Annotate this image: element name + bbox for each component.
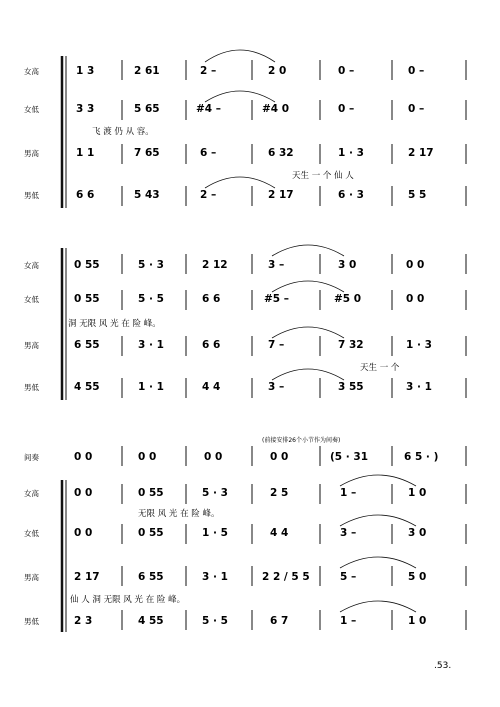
- note-group: 1 3: [76, 65, 95, 77]
- note-group: 6 6: [202, 293, 221, 305]
- note-group: 5 –: [340, 571, 357, 583]
- note-group: 1 · 3: [338, 147, 364, 159]
- note-group: 0 0: [74, 487, 93, 499]
- part-label-alto: 女低: [24, 105, 39, 114]
- note-group: 1 –: [340, 487, 357, 499]
- note-group: 5 · 5: [202, 615, 228, 627]
- part-label-interlude: 间奏: [24, 453, 39, 462]
- note-group: 3 –: [268, 259, 285, 271]
- note-group: 1 · 1: [138, 381, 164, 393]
- system-2: [24, 245, 466, 400]
- note-group: 0 –: [338, 65, 355, 77]
- note-group: 0 55: [138, 487, 164, 499]
- lyric-line: 洞 无限 风 光 在 险 峰。: [68, 319, 161, 329]
- note-group: 1 · 5: [202, 527, 228, 539]
- note-group: 0 0: [74, 451, 93, 463]
- part-label-tenor: 男高: [24, 341, 39, 350]
- lyric-line: 飞 渡 仍 从 容。: [92, 127, 154, 137]
- part-label-tenor: 男高: [24, 573, 39, 582]
- note-group: 2 12: [202, 259, 228, 271]
- note-group: 6 · 3: [338, 189, 364, 201]
- note-group: 3 · 1: [202, 571, 228, 583]
- note-group: 2 –: [200, 65, 217, 77]
- note-group: 5 0: [408, 571, 427, 583]
- note-group: 1 –: [340, 615, 357, 627]
- note-group: 2 17: [408, 147, 434, 159]
- note-group: 0 55: [138, 527, 164, 539]
- note-group: 4 4: [270, 527, 289, 539]
- note-group: 4 4: [202, 381, 221, 393]
- note-group: 0 0: [270, 451, 289, 463]
- note-group: 7 32: [338, 339, 364, 351]
- note-group: 6 6: [76, 189, 95, 201]
- note-group: 0 –: [408, 65, 425, 77]
- note-group: 0 0: [74, 527, 93, 539]
- note-group: 6 –: [200, 147, 217, 159]
- note-group: 5 · 3: [202, 487, 228, 499]
- note-group: 3 –: [268, 381, 285, 393]
- note-group: 1 0: [408, 487, 427, 499]
- note-group: 6 5 · ): [404, 451, 439, 463]
- note-group: 5 · 3: [138, 259, 164, 271]
- note-group: 1 0: [408, 615, 427, 627]
- interlude-note: (前接安排26个小节作为间奏): [262, 437, 341, 444]
- note-group: 1 1: [76, 147, 95, 159]
- note-group: #5 –: [264, 293, 290, 305]
- part-label-bass: 男低: [24, 191, 39, 200]
- note-group: 2 2 / 5 5: [262, 571, 310, 583]
- note-group: 2 3: [74, 615, 93, 627]
- note-group: 0 0: [204, 451, 223, 463]
- note-group: #4 0: [262, 103, 290, 115]
- note-group: 3 0: [338, 259, 357, 271]
- note-group: 2 5: [270, 487, 289, 499]
- part-label-bass: 男低: [24, 617, 39, 626]
- note-group: 0 –: [408, 103, 425, 115]
- note-group: 3 3: [76, 103, 95, 115]
- part-label-soprano: 女高: [24, 489, 39, 498]
- note-group: (5 · 31: [330, 451, 369, 463]
- page-number: .53.: [434, 661, 452, 671]
- system-1: [24, 50, 466, 208]
- note-group: 0 0: [138, 451, 157, 463]
- note-group: 6 55: [138, 571, 164, 583]
- note-group: 3 –: [340, 527, 357, 539]
- lyric-line: 无限 风 光 在 险 峰。: [138, 509, 220, 519]
- lyric-line: 天生 一 个: [360, 363, 400, 373]
- note-group: 6 55: [74, 339, 100, 351]
- note-group: 0 0: [406, 259, 425, 271]
- note-group: 0 –: [338, 103, 355, 115]
- note-group: 3 · 1: [406, 381, 432, 393]
- lyric-line: 天生 一 个 仙 人: [292, 171, 354, 181]
- note-group: #5 0: [334, 293, 362, 305]
- note-group: 2 0: [268, 65, 287, 77]
- note-group: 6 6: [202, 339, 221, 351]
- note-group: 4 55: [74, 381, 100, 393]
- note-group: 3 0: [408, 527, 427, 539]
- part-label-soprano: 女高: [24, 67, 39, 76]
- note-group: 2 –: [200, 189, 217, 201]
- system-3: [24, 436, 466, 632]
- part-label-tenor: 男高: [24, 149, 39, 158]
- note-group: 2 17: [268, 189, 294, 201]
- part-label-bass: 男低: [24, 383, 39, 392]
- lyric-line: 仙 人 洞 无限 风 光 在 险 峰。: [70, 595, 186, 605]
- note-group: 5 · 5: [138, 293, 164, 305]
- note-group: 4 55: [138, 615, 164, 627]
- note-group: 1 · 3: [406, 339, 432, 351]
- note-group: 0 0: [406, 293, 425, 305]
- note-group: 5 43: [134, 189, 160, 201]
- part-label-alto: 女低: [24, 529, 39, 538]
- note-group: 3 55: [338, 381, 364, 393]
- note-group: #4 –: [196, 103, 222, 115]
- note-group: 7 65: [134, 147, 160, 159]
- note-group: 3 · 1: [138, 339, 164, 351]
- note-group: 6 7: [270, 615, 289, 627]
- note-group: 2 61: [134, 65, 160, 77]
- note-group: 0 55: [74, 293, 100, 305]
- note-group: 5 5: [408, 189, 427, 201]
- note-group: 7 –: [268, 339, 285, 351]
- note-group: 6 32: [268, 147, 294, 159]
- part-label-alto: 女低: [24, 295, 39, 304]
- note-group: 0 55: [74, 259, 100, 271]
- note-group: 2 17: [74, 571, 100, 583]
- part-label-soprano: 女高: [24, 261, 39, 270]
- note-group: 5 65: [134, 103, 160, 115]
